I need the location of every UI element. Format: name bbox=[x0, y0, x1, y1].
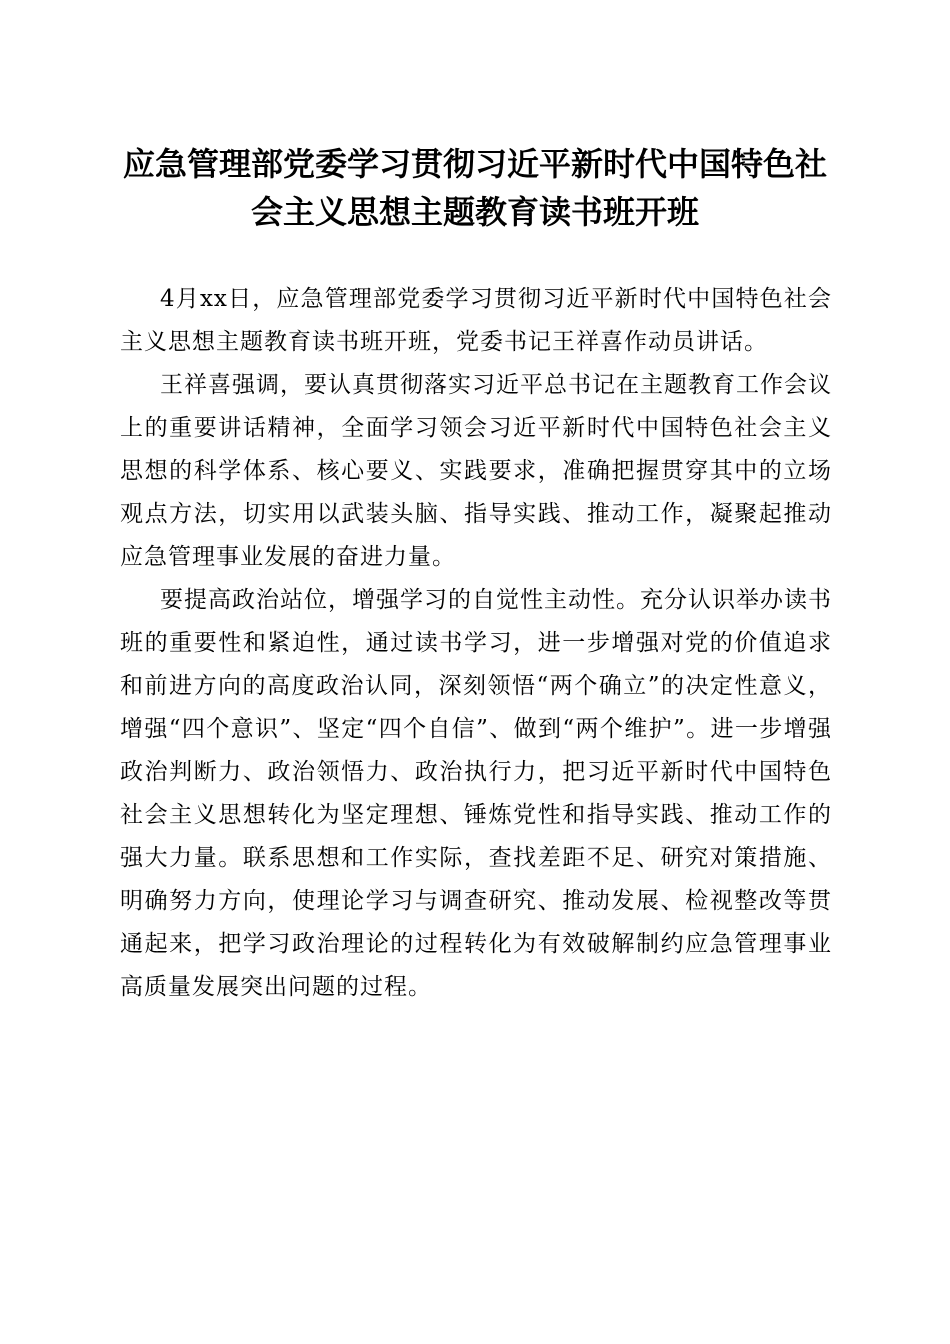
paragraph-emphasis: 王祥喜强调，要认真贯彻落实习近平总书记在主题教育工作会议上的重要讲话精神，全面学习领会习近平新时代中国特色社会主义思想的科学体系、核心要义、实践要求，准确把握贯穿其中的立场观点方法，切实用以武装头脑、指导实践、推动工作，凝聚起推动应急管理事业发展的奋进力量。 bbox=[120, 372, 832, 570]
paragraph-intro: 4月xx日，应急管理部党委学习贯彻习近平新时代中国特色社会主义思想主题教育读书班开班，党委书记王祥喜作动员讲话。 bbox=[120, 286, 832, 355]
document-title: 应急管理部党委学习贯彻习近平新时代中国特色社会主义思想主题教育读书班开班 bbox=[122, 145, 827, 231]
paragraph-requirements: 要提高政治站位，增强学习的自觉性主动性。充分认识举办读书班的重要性和紧迫性，通过读书学习，进一步增强对党的价值追求和前进方向的高度政治认同，深刻领悟“两个确立”的决定性意义，增强“四个意识”、坚定“四个自信”、做到“两个维护”。进一步增强政治判断力、政治领悟力、政治执行力，把习近平新时代中国特色社会主义思想转化为坚定理想、锤炼党性和指导实践、推动工作的强大力量。联系思想和工作实际，查找差距不足、研究对策措施、明确努力方向，使理论学习与调查研究、推动发展、检视整改等贯通起来，把学习政治理论的过程转化为有效破解制约应急管理事业高质量发展突出问题的过程。 bbox=[120, 587, 832, 1000]
document-body bbox=[120, 278, 832, 1009]
